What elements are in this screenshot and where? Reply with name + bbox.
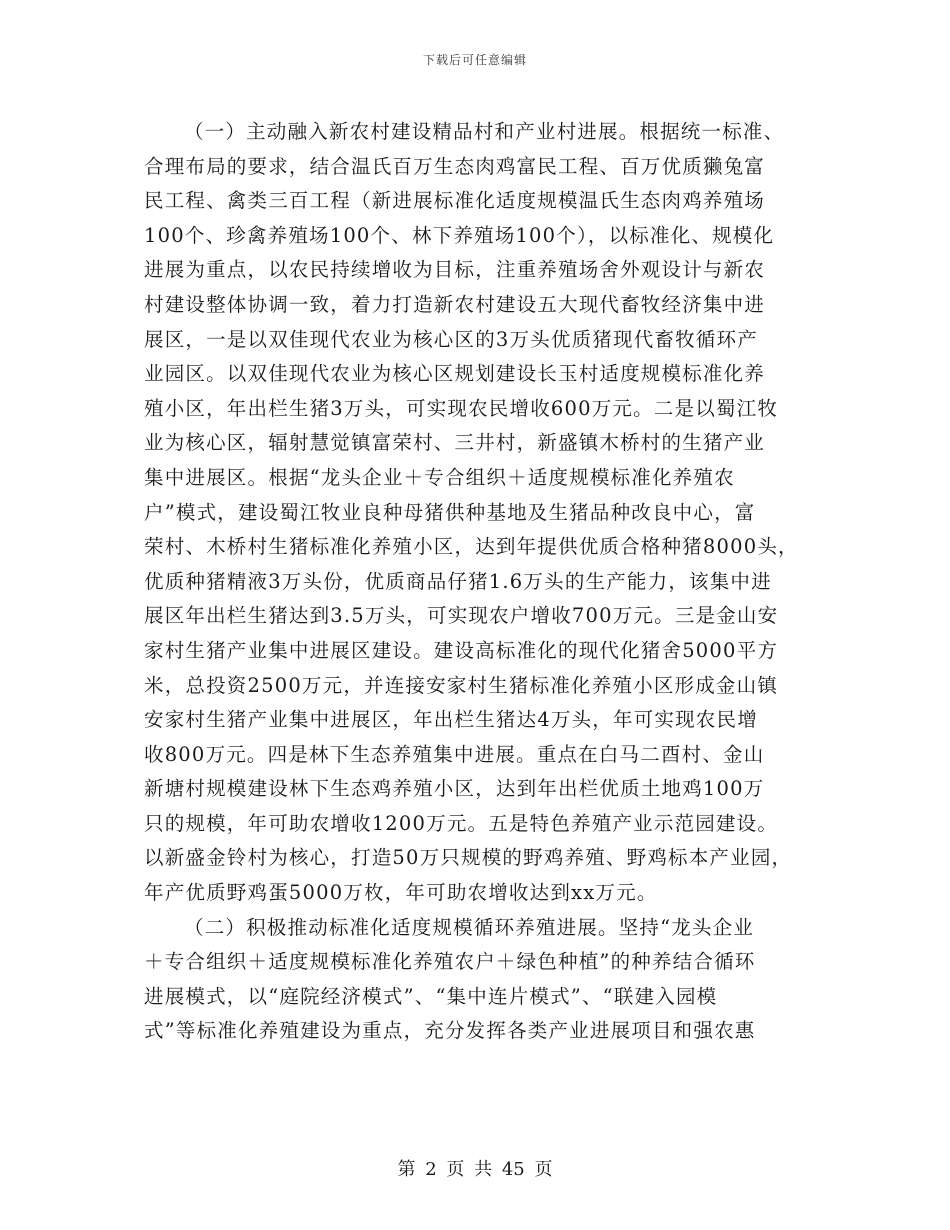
- paragraph-line: 安家村生猪产业集中进展区，年出栏生猪达4万头，年可实现农民增: [144, 708, 758, 732]
- paragraph-line: 年产优质野鸡蛋5000万枚，年可助农增收达到xx万元。: [144, 881, 658, 905]
- paragraph-line: 家村生猪产业集中进展区建设。建设高标准化的现代化猪舍5000平方: [144, 638, 779, 662]
- paragraph-line: 展区，一是以双佳现代农业为核心区的3万头优质猪现代畜牧循环产: [144, 327, 758, 351]
- paragraph-line: 100个、珍禽养殖场100个、林下养殖场100个），以标准化、规模化: [144, 223, 775, 247]
- paragraph-line: 米，总投资2500万元，并连接安家村生猪标准化养殖小区形成金山镇: [144, 673, 779, 697]
- paragraph-line: 展区年出栏生猪达到3.5万头，可实现农户增收700万元。三是金山安: [144, 604, 779, 628]
- paragraph-line: （一）主动融入新农村建设精品村和产业村进展。根据统一标准、: [184, 120, 785, 143]
- paragraph-line: 集中进展区。根据“龙头企业＋专合组织＋适度规模标准化养殖农: [144, 465, 735, 489]
- document-body: [144, 115, 809, 1049]
- paragraph-line: ＋专合组织＋适度规模标准化养殖农户＋绿色种植”的种养结合循环: [144, 950, 756, 974]
- paragraph-line: 新塘村规模建设林下生态鸡养殖小区，达到年出栏优质土地鸡100万: [144, 777, 765, 801]
- paragraph-line: 殖小区，年出栏生猪3万头，可实现农民增收600万元。二是以蜀江牧: [144, 396, 779, 420]
- page-header-note: 下载后可任意编辑: [422, 53, 527, 67]
- paragraph-line: 优质种猪精液3万头份，优质商品仔猪1.6万头的生产能力，该集中进: [144, 569, 772, 593]
- paragraph-line: 民工程、禽类三百工程（新进展标准化适度规模温氏生态肉鸡养殖场: [144, 189, 766, 213]
- paragraph-line: 业为核心区，辐射慧觉镇富荣村、三井村，新盛镇木桥村的生猪产业: [144, 431, 766, 455]
- paragraph-line: 户”模式，建设蜀江牧业良种母猪供种基地及生猪品种改良中心，富: [144, 500, 756, 524]
- page-number-footer: 第 2 页 共 45 页: [397, 1159, 553, 1180]
- paragraph-line: 村建设整体协调一致，着力打造新农村建设五大现代畜牧经济集中进: [144, 292, 766, 316]
- paragraph-line: 进展为重点，以农民持续增收为目标，注重养殖场舍外观设计与新农: [144, 258, 766, 282]
- paragraph-line: 进展模式，以“庭院经济模式”、“集中连片模式”、“联建入园模: [144, 984, 718, 1008]
- paragraph-line: 荣村、木桥村生猪标准化养殖小区，达到年提供优质合格种猪8000头，: [144, 535, 799, 559]
- paragraph-line: 只的规模，年可助农增收1200万元。五是特色养殖产业示范园建设。: [144, 811, 779, 835]
- paragraph-line: 式”等标准化养殖建设为重点，充分发挥各类产业进展项目和强农惠: [144, 1019, 756, 1043]
- paragraph-line: （二）积极推动标准化适度规模循环养殖进展。坚持“龙头企业: [184, 915, 755, 939]
- paragraph-line: 合理布局的要求，结合温氏百万生态肉鸡富民工程、百万优质獭兔富: [144, 154, 766, 178]
- paragraph-line: 以新盛金铃村为核心，打造50万只规模的野鸡养殖、野鸡标本产业园，: [144, 846, 793, 870]
- paragraph-line: 业园区。以双佳现代农业为核心区规划建设长玉村适度规模标准化养: [144, 362, 766, 386]
- paragraph-line: 收800万元。四是林下生态养殖集中进展。重点在白马二酉村、金山: [144, 742, 765, 766]
